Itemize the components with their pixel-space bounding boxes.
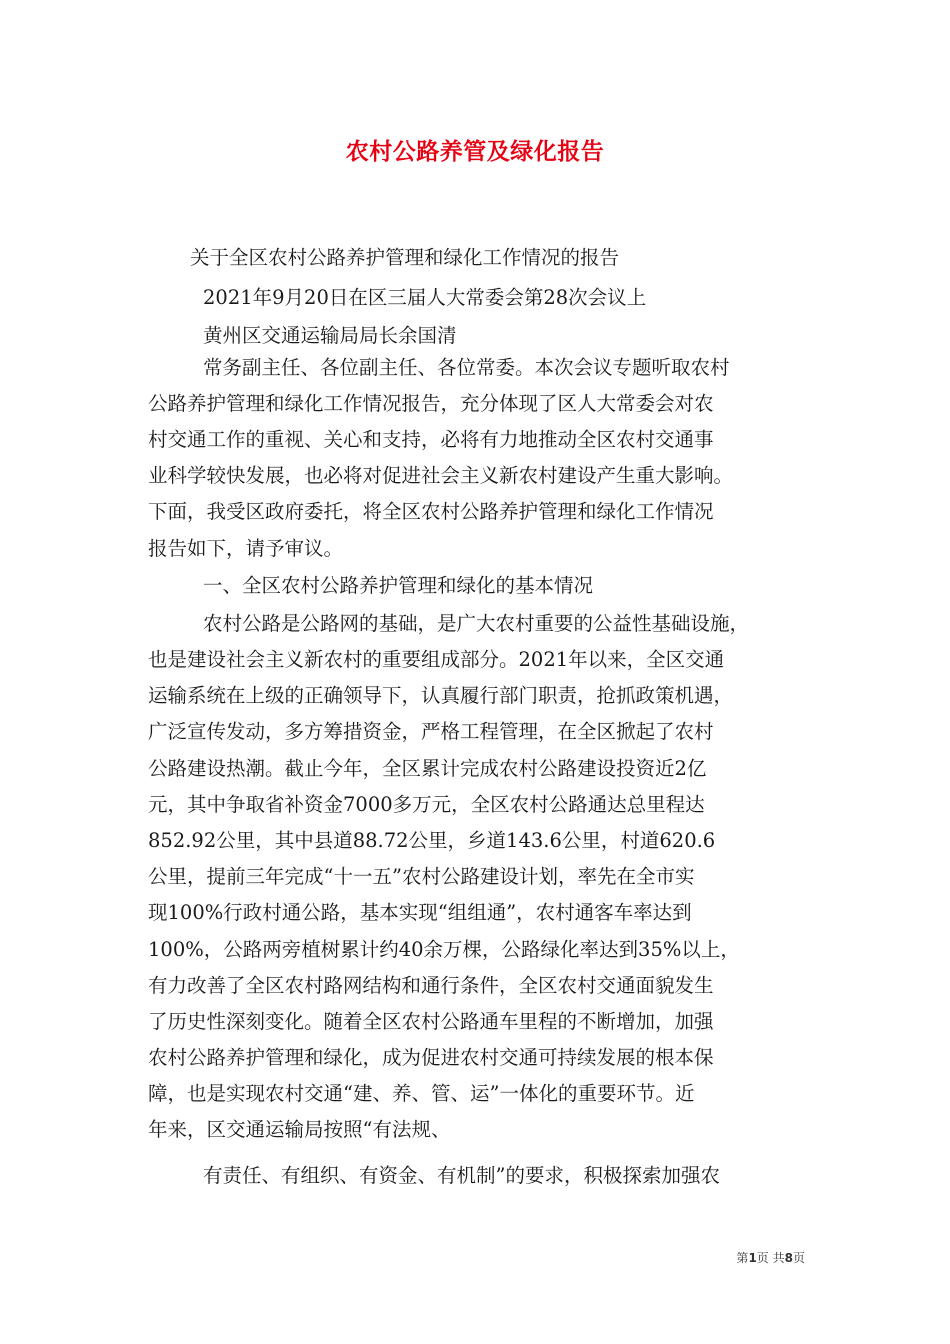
page-label-middle: 页 共 xyxy=(756,1251,785,1265)
paragraph-line: 852.92公里，其中县道88.72公里，乡道143.6公里，村道620.6 xyxy=(148,829,716,852)
paragraph-line: 障，也是实现农村交通“建、养、管、运”一体化的重要环节。近 xyxy=(148,1082,695,1105)
paragraph-line: 100%，公路两旁植树累计约40余万棵，公路绿化率达到35%以上， xyxy=(148,938,740,961)
paragraph-line: 下面，我受区政府委托，将全区农村公路养护管理和绿化工作情况 xyxy=(148,500,714,523)
paragraph-line: 农村公路养护管理和绿化，成为促进农村交通可持续发展的根本保 xyxy=(148,1046,714,1069)
paragraph-line: 年来，区交通运输局按照“有法规、 xyxy=(148,1118,451,1141)
paragraph-line: 有力改善了全区农村路网结构和通行条件，全区农村交通面貌发生 xyxy=(148,974,714,997)
paragraph-line: 业科学较快发展，也必将对促进社会主义新农村建设产生重大影响。 xyxy=(148,464,734,487)
paragraph-line: 公路养护管理和绿化工作情况报告，充分体现了区人大常委会对农 xyxy=(148,392,714,415)
page-total: 8 xyxy=(784,1251,793,1265)
paragraph-line: 村交通工作的重视、关心和支持，必将有力地推动全区农村交通事 xyxy=(148,428,714,451)
page-label-prefix: 第 xyxy=(736,1251,749,1265)
section-heading: 一、全区农村公路养护管理和绿化的基本情况 xyxy=(203,574,594,597)
paragraph-line: 现100%行政村通公路，基本实现“组组通”，农村通客车率达到 xyxy=(148,901,692,924)
paragraph-line: 公里，提前三年完成“十一五”农村公路建设计划，率先在全市实 xyxy=(148,865,695,888)
paragraph-line: 公路建设热潮。截止今年，全区累计完成农村公路建设投资近2亿 xyxy=(148,757,707,780)
paragraph-line: 报告如下，请予审议。 xyxy=(148,537,344,560)
paragraph-line: 了历史性深刻变化。随着全区农村公路通车里程的不断增加，加强 xyxy=(148,1010,714,1033)
report-heading-line: 关于全区农村公路养护管理和绿化工作情况的报告 xyxy=(190,246,620,269)
speaker-line: 黄州区交通运输局局长余国清 xyxy=(203,324,457,347)
page-footer xyxy=(736,1249,805,1266)
page-label-suffix: 页 xyxy=(792,1251,805,1265)
paragraph-line: 常务副主任、各位副主任、各位常委。本次会议专题听取农村 xyxy=(203,356,730,379)
paragraph-line: 有责任、有组织、有资金、有机制”的要求，积极探索加强农 xyxy=(203,1164,720,1187)
paragraph-line: 元，其中争取省补资金7000多万元，全区农村公路通达总里程达 xyxy=(148,793,705,816)
page-number: 1 xyxy=(748,1251,757,1265)
paragraph-line: 农村公路是公路网的基础，是广大农村重要的公益性基础设施， xyxy=(203,612,750,635)
meeting-date-line: 2021年9月20日在区三届人大常委会第28次会议上 xyxy=(203,286,647,309)
paragraph-line: 运输系统在上级的正确领导下，认真履行部门职责，抢抓政策机遇， xyxy=(148,684,734,707)
paragraph-line: 也是建设社会主义新农村的重要组成部分。2021年以来，全区交通 xyxy=(148,648,725,671)
document-title: 农村公路养管及绿化报告 xyxy=(345,138,605,165)
paragraph-line: 广泛宣传发动，多方筹措资金，严格工程管理，在全区掀起了农村 xyxy=(148,720,714,743)
